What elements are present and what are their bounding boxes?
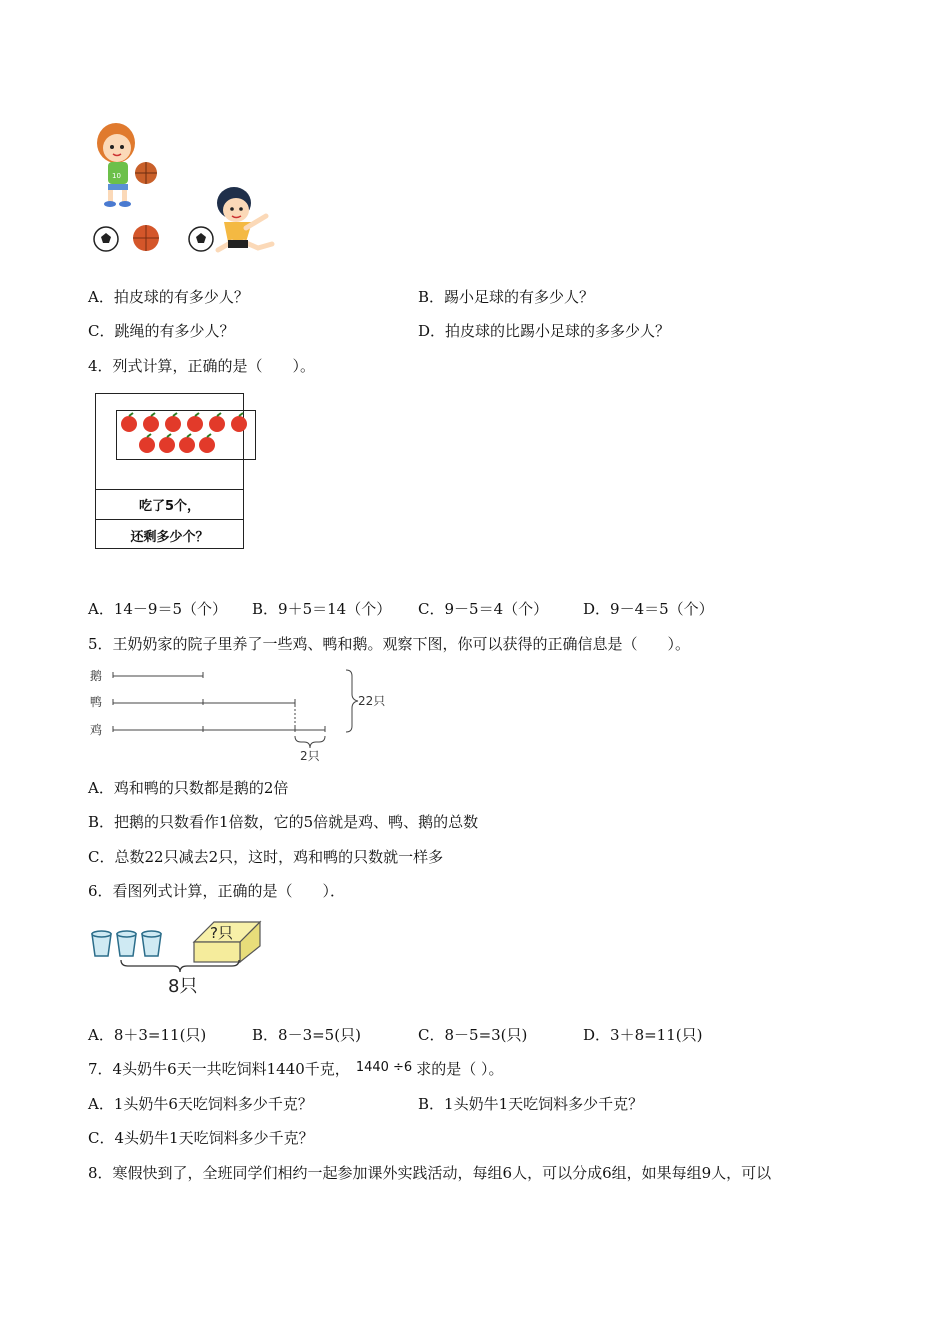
q7-option-b[interactable]: B．1头奶牛1天吃饲料多少千克？ bbox=[418, 1095, 644, 1113]
q5-option-c[interactable]: C．总数22只减去2只，这时，鸡和鸭的只数就一样多 bbox=[88, 848, 444, 866]
q4-option-c[interactable]: C．9－5＝4（个） bbox=[418, 600, 549, 618]
q4-picture-card bbox=[95, 393, 244, 549]
q7-stem-before: 7．4头奶牛6天一共吃饲料1440千克， bbox=[88, 1060, 350, 1078]
q4-option-d[interactable]: D．9－4＝5（个） bbox=[583, 600, 714, 618]
q5-option-b[interactable]: B．把鹅的只数看作1倍数，它的5倍就是鸡、鸭、鹅的总数 bbox=[88, 813, 479, 831]
boy-figure bbox=[217, 187, 272, 250]
q3-option-b[interactable]: B．踢小足球的有多少人？ bbox=[418, 288, 595, 306]
q4-card-line2: 还剩多少个？ bbox=[130, 530, 209, 545]
label-goose: 鹅 bbox=[90, 669, 103, 683]
chicken-segment bbox=[113, 705, 325, 732]
total-brace bbox=[346, 670, 358, 732]
total-label: 22只 bbox=[358, 694, 386, 708]
q7-stem bbox=[88, 1059, 503, 1081]
goose-segment bbox=[113, 672, 203, 678]
q3-option-c[interactable]: C．跳绳的有多少人？ bbox=[88, 322, 235, 340]
girl-figure bbox=[97, 123, 157, 207]
q4-stem: 4．列式计算，正确的是（ ）。 bbox=[88, 357, 316, 375]
q3-illustration bbox=[86, 118, 286, 258]
girl-shirt-number: 10 bbox=[112, 172, 121, 180]
q4-card-line1: 吃了5个， bbox=[138, 499, 201, 514]
brace-label: 8只 bbox=[168, 976, 198, 997]
q7-option-c[interactable]: C．4头奶牛1天吃饲料多少千克？ bbox=[88, 1129, 314, 1147]
q5-segment-diagram bbox=[88, 664, 398, 764]
q6-picture bbox=[88, 916, 268, 998]
diff-brace bbox=[295, 736, 325, 748]
apples-icon bbox=[121, 416, 247, 453]
q7-formula: 1440 ÷6 bbox=[355, 1060, 413, 1075]
q4-option-b[interactable]: B．9＋5＝14（个） bbox=[252, 600, 392, 618]
q5-stem: 5．王奶奶家的院子里养了一些鸡、鸭和鹅。观察下图，你可以获得的正确信息是（ ）。 bbox=[88, 635, 691, 653]
cup-icons bbox=[92, 931, 161, 956]
q6-option-d[interactable]: D．3＋8=11(只) bbox=[583, 1026, 703, 1044]
soccer-ball-icon-2 bbox=[189, 227, 213, 251]
duck-segment bbox=[113, 699, 295, 705]
box-label: ?只 bbox=[210, 924, 233, 942]
q3-option-a[interactable]: A．拍皮球的有多少人？ bbox=[88, 288, 249, 306]
label-chicken: 鸡 bbox=[90, 723, 103, 737]
q7-stem-after: 求的是（ ）。 bbox=[416, 1060, 504, 1078]
q7-option-a[interactable]: A．1头奶牛6天吃饲料多少千克？ bbox=[88, 1095, 313, 1113]
q3-option-d[interactable]: D．拍皮球的比踢小足球的多多少人？ bbox=[418, 322, 671, 340]
diff-label: 2只 bbox=[300, 749, 320, 763]
q6-option-c[interactable]: C．8－5=3(只) bbox=[418, 1026, 528, 1044]
q8-stem: 8．寒假快到了，全班同学们相约一起参加课外实践活动，每组6人，可以分成6组，如果每组9人，可以 bbox=[88, 1164, 772, 1182]
q6-stem: 6．看图列式计算，正确的是（ ）． bbox=[88, 882, 346, 900]
q6-option-a[interactable]: A．8＋3=11(只) bbox=[88, 1026, 207, 1044]
basketball-icon bbox=[133, 225, 159, 251]
q6-option-b[interactable]: B．8－3=5(只) bbox=[252, 1026, 361, 1044]
soccer-ball-icon bbox=[94, 227, 118, 251]
label-duck: 鸭 bbox=[90, 695, 103, 709]
q5-option-a[interactable]: A．鸡和鸭的只数都是鹅的2倍 bbox=[88, 779, 289, 797]
apple-frame bbox=[116, 410, 256, 460]
q4-option-a[interactable]: A．14－9＝5（个） bbox=[88, 600, 228, 618]
